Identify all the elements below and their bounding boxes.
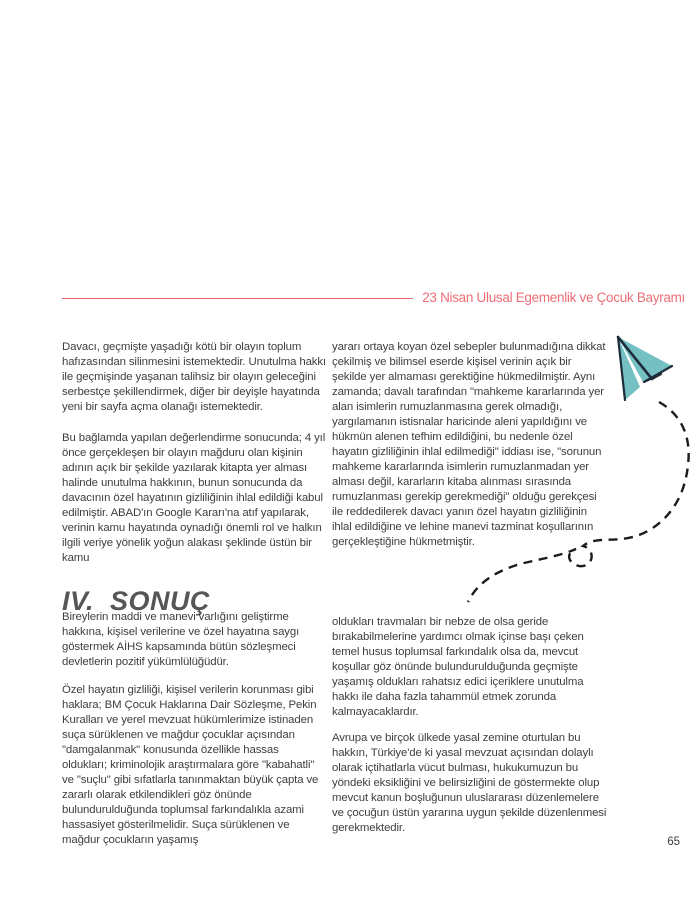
right-column-paragraph-3: Avrupa ve birçok ülkede yasal zemine oturtulan bu hakkın, Türkiye'de ki yasal mevzuat açısından dolaylı olarak içtihatlarla vücut bulması, hukukumuzun bu yöndeki eksikliğini ve belirsizliğini de göstermekte olup mevcut kanun boşluğunun uluslararası düzenlemelere ve çocuğun üstün yararına uygun şekilde düzenlenmesi gerekmektedir.: [332, 732, 607, 835]
right-column-paragraph-2: oldukları travmaları bir nebze de olsa geride bırakabilmelerine yardımcı olmak içinse başı çeken temel husus toplumsal farkındalık olsa da, mevcut koşullar göz önünde bulundurulduğunda geçmişte yaşamış oldukları rahatsız edici içeriklere unutulma hakkı ile daha fazla tahammül etmek zorunda kalmayacaklardır.: [332, 616, 584, 719]
left-column-paragraph-1: Davacı, geçmişte yaşadığı kötü bir olayın toplum hafızasından silinmesini istemektedir. Unutulma hakkı ile geçmişinde yaşanan talihsiz bir olayın geleceğini serbestçe şekillendirmek, diğer bir deyişle hayatında yeni bir sayfa açma olanağı istemektedir.: [62, 341, 326, 414]
left-column-paragraph-4: Özel hayatın gizliliği, kişisel verilerin korunması gibi haklara; BM Çocuk Haklarına Dair Sözleşme, Pekin Kuralları ve yerel mevzuat hükümlerimize istinaden suça sürüklenen ve mağdur çocuklar açısından "damgalanmak" konusunda özellikle hassas oldukları; kriminolojik araştırmalara göre "kabahatli" ve "suçlu" gibi sıfatlarla tanınmaktan büyük çapta ve zararlı olarak etkilendikleri göz önünde bulundurulduğunda toplumsal farkındalıkla azami hassasiyet gösterilmelidir. Suça sürüklenen ve mağdur çocukların yaşamış: [62, 684, 319, 847]
section-heading: IV. SONUÇ: [62, 586, 211, 617]
flight-trail: [468, 402, 689, 602]
left-column-paragraph-2: Bu bağlamda yapılan değerlendirme sonucunda; 4 yıl önce gerçekleşen bir olayın mağduru olan kişinin adının açık bir şekilde yazılarak kitapta yer alması halinde unutulma hakkının, bunun sonucunda da davacının özel hayatının gizliliğinin ihlal edildiği kabul edilmiştir. ABAD'ın Google Kararı'na atıf yapılarak, verinin kamu hayatında oynadığı önemli rol ve halkın ilgili veriye yönelik yoğun alakası şeklinde üstün bir kamu: [62, 432, 326, 565]
running-header: [62, 288, 685, 306]
chapter-title: 23 Nisan Ulusal Egemenlik ve Çocuk Bayramı: [422, 289, 685, 305]
left-column-paragraph-3: Bireylerin maddi ve manevi varlığını geliştirme hakkına, kişisel verilerine ve özel hayatına saygı göstermek AİHS kapsamında bütün sözleşmeci devletlerin pozitif yükümlülüğüdür.: [62, 611, 300, 669]
page-number: 65: [667, 836, 680, 848]
paper-plane-icon: [440, 325, 700, 615]
header-rule: [62, 298, 413, 299]
right-column-paragraph-1: yararı ortaya koyan özel sebepler bulunmadığına dikkat çekilmiş ve bilimsel eserde kişisel verinin açık bir şekilde yer almaması gerektiğine hükmedilmiştir. Aynı zamanda; davalı tarafından "mahkeme kararlarında yer alan isimlerin rumuzlanmasına gerek olmadığı, yargılamanın istisnalar haricinde aleni yapıldığını ve hükmün alenen tefhim edildiğini, bu nedenle özel hayatın gizliliğinin ihlal edilmediği" iddiası ise, "sorunun mahkeme kararlarında isimlerin rumuzlanmadan yer alması değil, kararların kitaba alınması sırasında rumuzlanması gerekip gerekmediği" olduğu gerekçesi ile reddedilerek davacı yanın özel hayatın gizliliğinin ihlal edildiğine ve lehine manevi tazminat koşullarının gerçekleştiğine hükmetmiştir.: [332, 341, 606, 549]
